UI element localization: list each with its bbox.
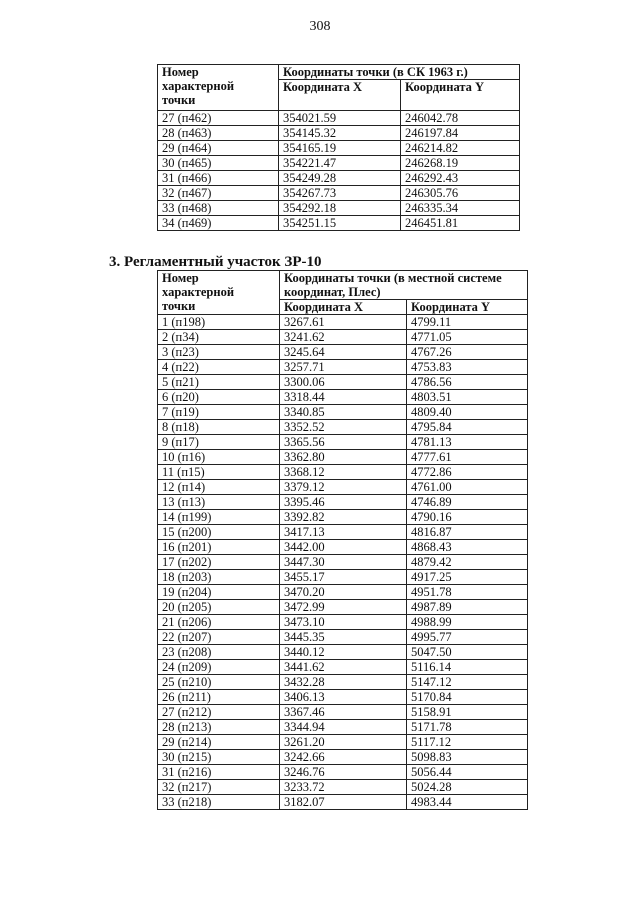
- table-row: [158, 750, 528, 765]
- table-row: [158, 690, 528, 705]
- cell-coordinate-x: 354221.47: [279, 156, 401, 171]
- cell-point-number: 32 (п467): [158, 186, 279, 201]
- cell-point-number: 20 (п205): [158, 600, 280, 615]
- section-heading: 3. Регламентный участок ЗР-10: [109, 254, 322, 270]
- cell-coordinate-x: 3445.35: [280, 630, 407, 645]
- cell-coordinate-x: 3233.72: [280, 780, 407, 795]
- table-row: [158, 171, 520, 186]
- header-coordinate-y: Координата Y: [401, 80, 520, 111]
- table-row: [158, 660, 528, 675]
- cell-coordinate-x: 3379.12: [280, 480, 407, 495]
- cell-coordinate-x: 3246.76: [280, 765, 407, 780]
- cell-point-number: 5 (п21): [158, 375, 280, 390]
- cell-coordinate-x: 354021.59: [279, 111, 401, 126]
- cell-point-number: 33 (п468): [158, 201, 279, 216]
- cell-coordinate-x: 354165.19: [279, 141, 401, 156]
- header-point-line: точки: [162, 299, 196, 313]
- table-row: [158, 450, 528, 465]
- header-coordinate-x: Координата X: [279, 80, 401, 111]
- table-row: [158, 345, 528, 360]
- cell-point-number: 2 (п34): [158, 330, 280, 345]
- table2-body: [158, 315, 528, 810]
- table-row: [158, 585, 528, 600]
- table-row: [158, 495, 528, 510]
- cell-coordinate-x: 3318.44: [280, 390, 407, 405]
- cell-coordinate-x: 3441.62: [280, 660, 407, 675]
- cell-coordinate-x: 3473.10: [280, 615, 407, 630]
- cell-coordinate-y: 4987.89: [407, 600, 528, 615]
- table-row: [158, 126, 520, 141]
- cell-coordinate-x: 354145.32: [279, 126, 401, 141]
- cell-coordinate-x: 3267.61: [280, 315, 407, 330]
- cell-coordinate-y: 5098.83: [407, 750, 528, 765]
- table-row: [158, 705, 528, 720]
- cell-coordinate-y: 4777.61: [407, 450, 528, 465]
- cell-point-number: 12 (п14): [158, 480, 280, 495]
- cell-coordinate-y: 4746.89: [407, 495, 528, 510]
- cell-coordinate-x: 3340.85: [280, 405, 407, 420]
- table-row: [158, 156, 520, 171]
- cell-coordinate-x: 3367.46: [280, 705, 407, 720]
- cell-coordinate-y: 246451.81: [401, 216, 520, 231]
- cell-coordinate-x: 3417.13: [280, 525, 407, 540]
- cell-point-number: 9 (п17): [158, 435, 280, 450]
- cell-coordinate-y: 4753.83: [407, 360, 528, 375]
- table-row: [158, 330, 528, 345]
- header-point-line: точки: [162, 93, 196, 107]
- cell-coordinate-y: 5170.84: [407, 690, 528, 705]
- cell-coordinate-y: 4816.87: [407, 525, 528, 540]
- table-row: [158, 510, 528, 525]
- cell-point-number: 29 (п214): [158, 735, 280, 750]
- cell-coordinate-y: 5147.12: [407, 675, 528, 690]
- header-point-number: [158, 65, 279, 111]
- table-row: [158, 525, 528, 540]
- cell-coordinate-y: 4809.40: [407, 405, 528, 420]
- table-row: [158, 615, 528, 630]
- cell-coordinate-x: 3432.28: [280, 675, 407, 690]
- table-row: [158, 630, 528, 645]
- cell-point-number: 32 (п217): [158, 780, 280, 795]
- table-row: [158, 405, 528, 420]
- cell-coordinate-y: 4767.26: [407, 345, 528, 360]
- cell-coordinate-x: 3242.66: [280, 750, 407, 765]
- header-coordinates-line: координат, Плес): [284, 285, 381, 299]
- cell-point-number: 34 (п469): [158, 216, 279, 231]
- cell-point-number: 24 (п209): [158, 660, 280, 675]
- table-row: [158, 375, 528, 390]
- cell-point-number: 10 (п16): [158, 450, 280, 465]
- cell-coordinate-x: 3440.12: [280, 645, 407, 660]
- cell-coordinate-x: 3472.99: [280, 600, 407, 615]
- cell-point-number: 1 (п198): [158, 315, 280, 330]
- table-row: [158, 570, 528, 585]
- cell-coordinate-x: 3245.64: [280, 345, 407, 360]
- cell-coordinate-y: 246197.84: [401, 126, 520, 141]
- header-coordinates: Координаты точки (в СК 1963 г.): [279, 65, 520, 80]
- cell-coordinate-y: 246292.43: [401, 171, 520, 186]
- table-row: [158, 141, 520, 156]
- cell-point-number: 4 (п22): [158, 360, 280, 375]
- cell-point-number: 33 (п218): [158, 795, 280, 810]
- cell-coordinate-y: 4868.43: [407, 540, 528, 555]
- cell-coordinate-x: 3365.56: [280, 435, 407, 450]
- cell-point-number: 8 (п18): [158, 420, 280, 435]
- cell-point-number: 15 (п200): [158, 525, 280, 540]
- cell-coordinate-x: 3442.00: [280, 540, 407, 555]
- table-row: [158, 540, 528, 555]
- cell-point-number: 21 (п206): [158, 615, 280, 630]
- cell-coordinate-y: 246268.19: [401, 156, 520, 171]
- table-row: [158, 111, 520, 126]
- cell-coordinate-x: 3344.94: [280, 720, 407, 735]
- cell-coordinate-y: 246042.78: [401, 111, 520, 126]
- cell-point-number: 6 (п20): [158, 390, 280, 405]
- cell-coordinate-x: 354249.28: [279, 171, 401, 186]
- cell-point-number: 16 (п201): [158, 540, 280, 555]
- cell-point-number: 19 (п204): [158, 585, 280, 600]
- cell-point-number: 23 (п208): [158, 645, 280, 660]
- cell-coordinate-y: 4995.77: [407, 630, 528, 645]
- cell-coordinate-y: 4879.42: [407, 555, 528, 570]
- table-row: [158, 186, 520, 201]
- table-row: [158, 600, 528, 615]
- table-row: [158, 765, 528, 780]
- cell-coordinate-y: 246335.34: [401, 201, 520, 216]
- cell-point-number: 7 (п19): [158, 405, 280, 420]
- cell-coordinate-y: 4799.11: [407, 315, 528, 330]
- cell-point-number: 14 (п199): [158, 510, 280, 525]
- cell-coordinate-y: 4917.25: [407, 570, 528, 585]
- table-row: [158, 555, 528, 570]
- cell-point-number: 31 (п466): [158, 171, 279, 186]
- cell-coordinate-y: 4771.05: [407, 330, 528, 345]
- cell-coordinate-x: 3455.17: [280, 570, 407, 585]
- header-coordinates-line: Координаты точки (в местной системе: [284, 271, 502, 285]
- cell-coordinate-x: 354267.73: [279, 186, 401, 201]
- header-coordinate-x: Координата X: [280, 300, 407, 315]
- header-coordinates: [280, 271, 528, 300]
- cell-point-number: 13 (п13): [158, 495, 280, 510]
- cell-coordinate-y: 5171.78: [407, 720, 528, 735]
- cell-coordinate-y: 246305.76: [401, 186, 520, 201]
- cell-coordinate-x: 3395.46: [280, 495, 407, 510]
- table-row: [158, 780, 528, 795]
- cell-coordinate-y: 4790.16: [407, 510, 528, 525]
- table1-body: [158, 111, 520, 231]
- cell-coordinate-y: 4786.56: [407, 375, 528, 390]
- header-coordinate-y: Координата Y: [407, 300, 528, 315]
- cell-point-number: 22 (п207): [158, 630, 280, 645]
- cell-coordinate-x: 3300.06: [280, 375, 407, 390]
- table-row: [158, 420, 528, 435]
- cell-coordinate-y: 4983.44: [407, 795, 528, 810]
- table-row: [158, 480, 528, 495]
- cell-point-number: 30 (п215): [158, 750, 280, 765]
- cell-coordinate-y: 246214.82: [401, 141, 520, 156]
- cell-coordinate-x: 3261.20: [280, 735, 407, 750]
- cell-point-number: 29 (п464): [158, 141, 279, 156]
- cell-coordinate-y: 4951.78: [407, 585, 528, 600]
- table-row: [158, 216, 520, 231]
- table-row: [158, 360, 528, 375]
- cell-coordinate-y: 4795.84: [407, 420, 528, 435]
- cell-coordinate-x: 3447.30: [280, 555, 407, 570]
- header-point-line: Номер: [162, 271, 199, 285]
- coordinates-table-local: [157, 270, 528, 810]
- cell-coordinate-x: 3362.80: [280, 450, 407, 465]
- table-row: [158, 201, 520, 216]
- cell-coordinate-y: 5116.14: [407, 660, 528, 675]
- cell-point-number: 31 (п216): [158, 765, 280, 780]
- cell-coordinate-y: 5117.12: [407, 735, 528, 750]
- header-point-line: характерной: [162, 285, 235, 299]
- cell-point-number: 27 (п462): [158, 111, 279, 126]
- cell-point-number: 17 (п202): [158, 555, 280, 570]
- cell-point-number: 27 (п212): [158, 705, 280, 720]
- table-row: [158, 390, 528, 405]
- page-number: 308: [309, 19, 331, 34]
- cell-coordinate-x: 3241.62: [280, 330, 407, 345]
- cell-point-number: 3 (п23): [158, 345, 280, 360]
- header-point-line: характерной: [162, 79, 235, 93]
- table-row: [158, 795, 528, 810]
- cell-point-number: 28 (п213): [158, 720, 280, 735]
- cell-coordinate-y: 4761.00: [407, 480, 528, 495]
- cell-coordinate-x: 3182.07: [280, 795, 407, 810]
- table-row: [158, 465, 528, 480]
- table-row: [158, 675, 528, 690]
- cell-coordinate-x: 354251.15: [279, 216, 401, 231]
- table-row: [158, 435, 528, 450]
- cell-coordinate-y: 4772.86: [407, 465, 528, 480]
- cell-point-number: 26 (п211): [158, 690, 280, 705]
- cell-coordinate-y: 4781.13: [407, 435, 528, 450]
- cell-coordinate-x: 3257.71: [280, 360, 407, 375]
- cell-coordinate-y: 5024.28: [407, 780, 528, 795]
- header-point-line: Номер: [162, 65, 199, 79]
- table-row: [158, 720, 528, 735]
- cell-coordinate-x: 3368.12: [280, 465, 407, 480]
- cell-coordinate-x: 3406.13: [280, 690, 407, 705]
- cell-coordinate-x: 354292.18: [279, 201, 401, 216]
- cell-point-number: 25 (п210): [158, 675, 280, 690]
- table-row: [158, 315, 528, 330]
- coordinates-table-sk1963: [157, 64, 520, 231]
- cell-point-number: 18 (п203): [158, 570, 280, 585]
- cell-coordinate-y: 4988.99: [407, 615, 528, 630]
- cell-coordinate-y: 5158.91: [407, 705, 528, 720]
- cell-coordinate-y: 5056.44: [407, 765, 528, 780]
- cell-point-number: 28 (п463): [158, 126, 279, 141]
- table-row: [158, 735, 528, 750]
- cell-point-number: 11 (п15): [158, 465, 280, 480]
- cell-point-number: 30 (п465): [158, 156, 279, 171]
- table-row: [158, 645, 528, 660]
- cell-coordinate-x: 3392.82: [280, 510, 407, 525]
- cell-coordinate-y: 4803.51: [407, 390, 528, 405]
- cell-coordinate-x: 3352.52: [280, 420, 407, 435]
- header-point-number: [158, 271, 280, 315]
- cell-coordinate-x: 3470.20: [280, 585, 407, 600]
- cell-coordinate-y: 5047.50: [407, 645, 528, 660]
